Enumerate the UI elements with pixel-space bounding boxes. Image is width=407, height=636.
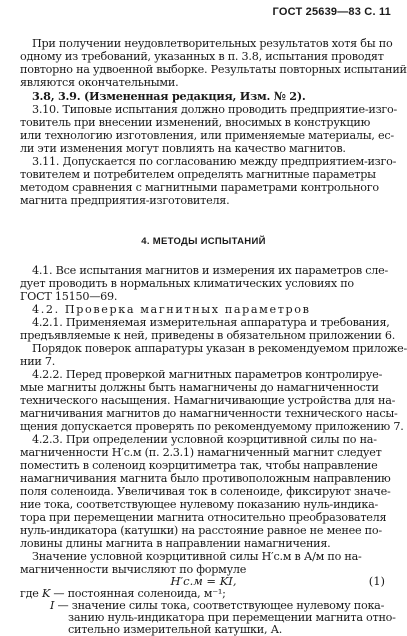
page-header: ГОСТ 25639—83 С. 11 (272, 6, 391, 18)
text-line: щения допускается проверять по рекомендуемому приложению 7. (20, 420, 404, 433)
formula-number: (1) (368, 574, 385, 588)
text-line: При получении неудовлетворительных результатов хотя бы по (32, 37, 393, 50)
definition-prefix: где (20, 587, 39, 600)
text-line: ГОСТ 15150—69. (20, 290, 118, 303)
text-line: 4.2.3. При определении условной коэрцитивной силы по на- (32, 433, 377, 446)
text-line: товитель при внесении изменений, вносимых в конструкцию (20, 116, 371, 129)
text-line: ли эти изменения могут повлиять на качество магнитов. (20, 142, 346, 155)
text-line: 3.11. Допускается по согласованию между предприятием-изго- (32, 155, 397, 168)
text-line: тора при перемещении магнита относительно преобразователя (20, 511, 387, 524)
definition-text: — постоянная соленоида, м⁻¹; (53, 587, 226, 600)
text-line: 4.1. Все испытания магнитов и измерения их параметров сле- (32, 264, 388, 277)
text-line: 4.2.2. Перед проверкой магнитных параметров контролируе- (32, 368, 383, 381)
text-line: поместить в соленоид коэрцитиметра так, чтобы направление (20, 459, 378, 472)
text-line: одному из требований, указанных в п. 3.8, испытания проводят (20, 50, 384, 63)
text-line: или технологию изготовления, или применяемые материалы, ес- (20, 129, 394, 142)
subsection-title: 4.2. Проверка магнитных параметров (32, 303, 311, 316)
text-line: нии 7. (20, 355, 56, 368)
text-line: магничивания магнитов до намагниченности технического насы- (20, 407, 398, 420)
text-line: нуль-индикатора (катушки) на расстояние равное не менее по- (20, 524, 382, 537)
text-line: технического насыщения. Намагничивающие устройства для на- (20, 394, 396, 407)
text-line: мые магниты должны быть намагничены до намагниченности (20, 381, 379, 394)
text-line: ловины длины магнита в направлении намагничения. (20, 537, 331, 550)
text-line: повторно на удвоенной выборке. Результаты повторных испытаний (20, 63, 407, 76)
text-line: 3.10. Типовые испытания должно проводить предприятие-изго- (32, 103, 398, 116)
text-line: являются окончательными. (20, 76, 179, 89)
definitions-fourth (68, 624, 282, 636)
text-line: магниченности H′c.м (п. 2.3.1) намагниченный магнит следует (20, 446, 382, 459)
formula: H′c.м = KI, (170, 574, 237, 588)
text-line: предъявляемые к ней, приведены в обязательном приложении 6. (20, 329, 396, 342)
definition-symbol: I (50, 599, 55, 612)
text-line: Значение условной коэрцитивной силы H′c.м в А/м по на- (32, 550, 362, 563)
definition-text: занию нуль-индикатора при перемещении магнита отно- (68, 611, 396, 624)
definition-text: — значение силы тока, соответствующее нулевому пока- (57, 599, 385, 612)
definition-symbol: K (41, 587, 51, 600)
text-line: магнита предприятия-изготовителя. (20, 194, 230, 207)
text-line: товителем и потребителем определять магнитные параметры (20, 168, 376, 181)
definition-text: сительно измерительной катушки, А. (68, 623, 283, 636)
amendment-note: 3.8, 3.9. (Измененная редакция, Изм. № 2). (32, 89, 306, 103)
text-line: намагничивания магнита было противоположным направлению (20, 472, 391, 485)
section-title: 4. МЕТОДЫ ИСПЫТАНИЙ (141, 236, 266, 247)
text-line: Порядок поверок аппаратуры указан в рекомендуемом приложе- (32, 342, 407, 355)
text-line: поля соленоида. Увеличивая ток в соленоиде, фиксируют значе- (20, 485, 391, 498)
text-line: методом сравнения с магнитными параметрами контрольного (20, 181, 379, 194)
text-line: дует проводить в нормальных климатических условиях по (20, 277, 354, 290)
text-line: 4.2.1. Применяемая измерительная аппаратура и требования, (32, 316, 390, 329)
text-line: ние тока, соответствующее нулевому показанию нуль-индика- (20, 498, 379, 511)
text-line: магниченности вычисляют по формуле (20, 563, 247, 576)
